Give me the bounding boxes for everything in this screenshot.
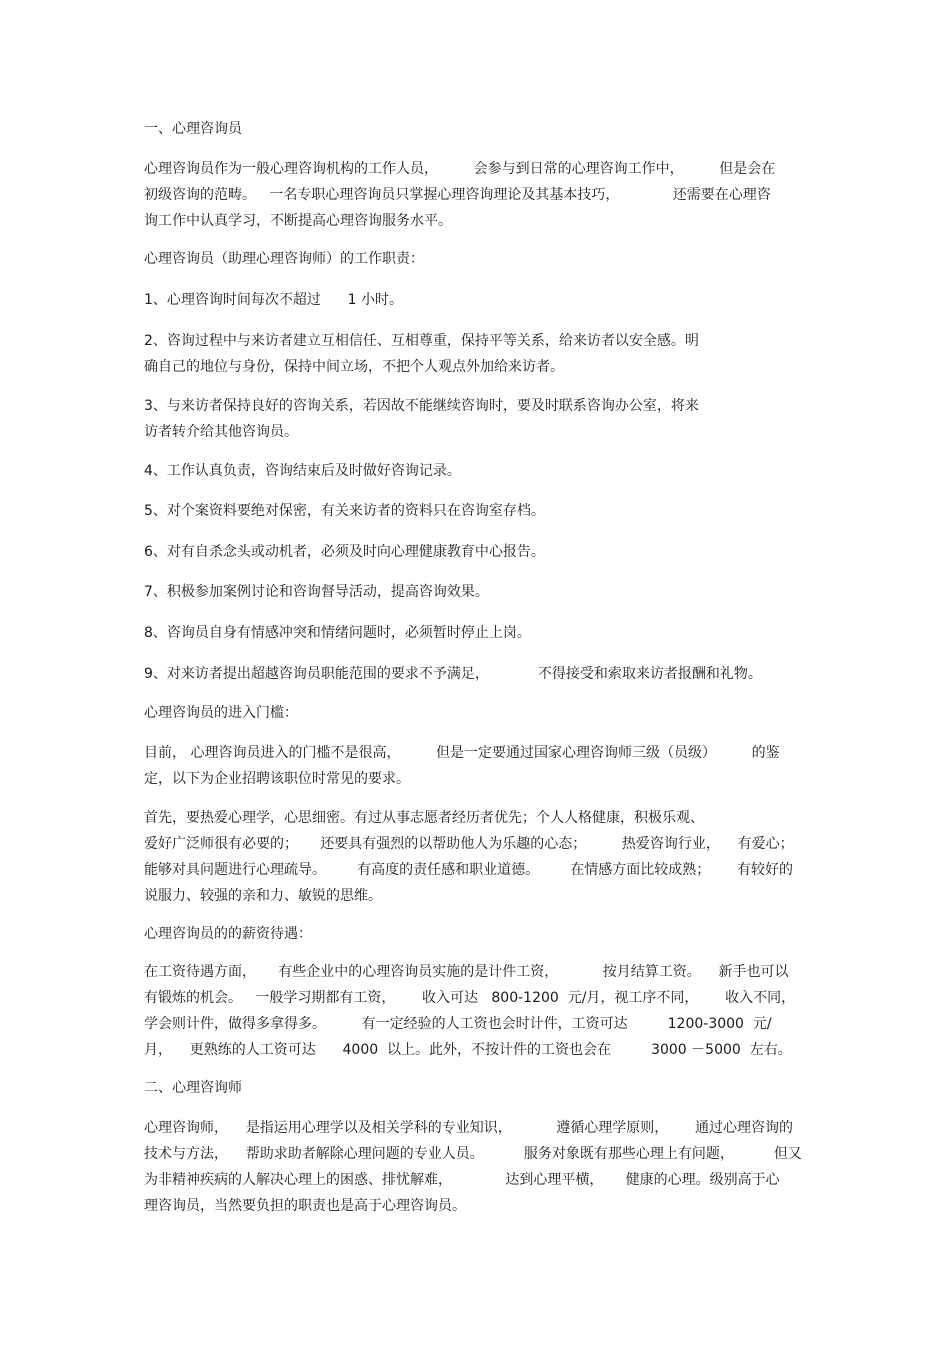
- duties-title: [144, 246, 806, 272]
- threshold-title: [144, 700, 806, 726]
- heading-line: 二、心理咨询师: [144, 1080, 242, 1096]
- section-heading-2: [144, 1075, 806, 1101]
- text-line: 心理咨询员（助理心理咨询师）的工作职责：: [144, 251, 424, 267]
- text-line: 技术与方法， 帮助求助者解除心理问题的专业人员。 服务对象既有那些心理上有问题， 但又: [144, 1146, 802, 1162]
- text-line: 月， 更熟练的人工资可达 4000 以上。此外，不按计件的工资也会在 3000 －5000 左右。: [144, 1042, 792, 1058]
- duty-item-8: [144, 620, 806, 646]
- text-line: 说服力、较强的亲和力、敏锐的思维。: [144, 888, 382, 904]
- text-line: 7、积极参加案例讨论和咨询督导活动，提高咨询效果。: [144, 584, 489, 600]
- salary-paragraph: [144, 959, 806, 1063]
- duty-item-3: [144, 393, 806, 445]
- duty-item-6: [144, 539, 806, 565]
- section-heading-1: [144, 116, 806, 142]
- text-line: 爱好广泛师很有必要的； 还要具有强烈的以帮助他人为乐趣的心态； 热爱咨询行业， 有爱心；: [144, 836, 794, 852]
- text-line: 6、对有自杀念头或动机者，必须及时向心理健康教育中心报告。: [144, 544, 545, 560]
- text-line: 能够对具问题进行心理疏导。 有高度的责任感和职业道德。 在情感方面比较成熟； 有较好的: [144, 862, 794, 878]
- text-line: 1、心理咨询时间每次不超过 1 小时。: [144, 292, 403, 308]
- text-line: 4、工作认真负责，咨询结束后及时做好咨询记录。: [144, 463, 461, 479]
- duty-item-9: [144, 661, 806, 687]
- text-line: 2、咨询过程中与来访者建立互相信任、互相尊重，保持平等关系，给来访者以安全感。明: [144, 333, 699, 349]
- text-line: 为非精神疾病的人解决心理上的困惑、排忧解难， 达到心理平横， 健康的心理。级别高于心: [144, 1172, 780, 1188]
- intro-paragraph: [144, 156, 806, 234]
- requirements-paragraph: [144, 805, 806, 909]
- duty-item-2: [144, 328, 806, 380]
- text-line: 5、对个案资料要绝对保密，有关来访者的资料只在咨询室存档。: [144, 503, 545, 519]
- salary-title: [144, 921, 806, 947]
- text-line: 学会则计件，做得多拿得多。 有一定经验的人工资也会时计件，工资可达 1200-3000 元/: [144, 1016, 772, 1032]
- heading-line: 一、心理咨询员: [144, 121, 242, 137]
- threshold-paragraph: [144, 740, 806, 792]
- text-line: 理咨询员，当然要负担的职责也是高于心理咨询员。: [144, 1198, 466, 1214]
- text-line: 定，以下为企业招聘该职位时常见的要求。: [144, 771, 410, 787]
- text-line: 心理咨询员的进入门槛：: [144, 705, 298, 721]
- text-line: 心理咨询师， 是指运用心理学以及相关学科的专业知识， 遵循心理学原则， 通过心理咨询的: [144, 1120, 794, 1136]
- text-line: 3、与来访者保持良好的咨询关系，若因故不能继续咨询时，要及时联系咨询办公室，将来: [144, 398, 699, 414]
- text-line: 心理咨询员作为一般心理咨询机构的工作人员， 会参与到日常的心理咨询工作中， 但是会在: [144, 161, 776, 177]
- duty-item-7: [144, 579, 806, 605]
- counselor-paragraph: [144, 1115, 806, 1219]
- duty-item-1: [144, 287, 806, 313]
- text-line: 8、咨询员自身有情感冲突和情绪问题时，必须暂时停止上岗。: [144, 625, 531, 641]
- text-line: 访者转介给其他咨询员。: [144, 424, 298, 440]
- duty-item-4: [144, 458, 806, 484]
- text-line: 首先，要热爱心理学，心思细密。有过从事志愿者经历者优先；个人人格健康，积极乐观、: [144, 810, 704, 826]
- text-line: 询工作中认真学习，不断提高心理咨询服务水平。: [144, 213, 452, 229]
- text-line: 有锻炼的机会。 一般学习期都有工资， 收入可达 800-1200 元/月，视工序不同， 收入不同，: [144, 990, 796, 1006]
- text-line: 初级咨询的范畴。 一名专职心理咨询员只掌握心理咨询理论及其基本技巧， 还需要在心理咨: [144, 187, 771, 203]
- text-line: 确自己的地位与身份，保持中间立场，不把个人观点外加给来访者。: [144, 359, 564, 375]
- text-line: 心理咨询员的的薪资待遇：: [144, 926, 312, 942]
- text-line: 目前， 心理咨询员进入的门槛不是很高， 但是一定要通过国家心理咨询师三级（员级） 的鉴: [144, 745, 780, 761]
- text-line: 9、对来访者提出超越咨询员职能范围的要求不予满足， 不得接受和索取来访者报酬和礼物。: [144, 666, 762, 682]
- text-line: 在工资待遇方面， 有些企业中的心理咨询员实施的是计件工资， 按月结算工资。 新手也可以: [144, 964, 789, 980]
- duty-item-5: [144, 498, 806, 524]
